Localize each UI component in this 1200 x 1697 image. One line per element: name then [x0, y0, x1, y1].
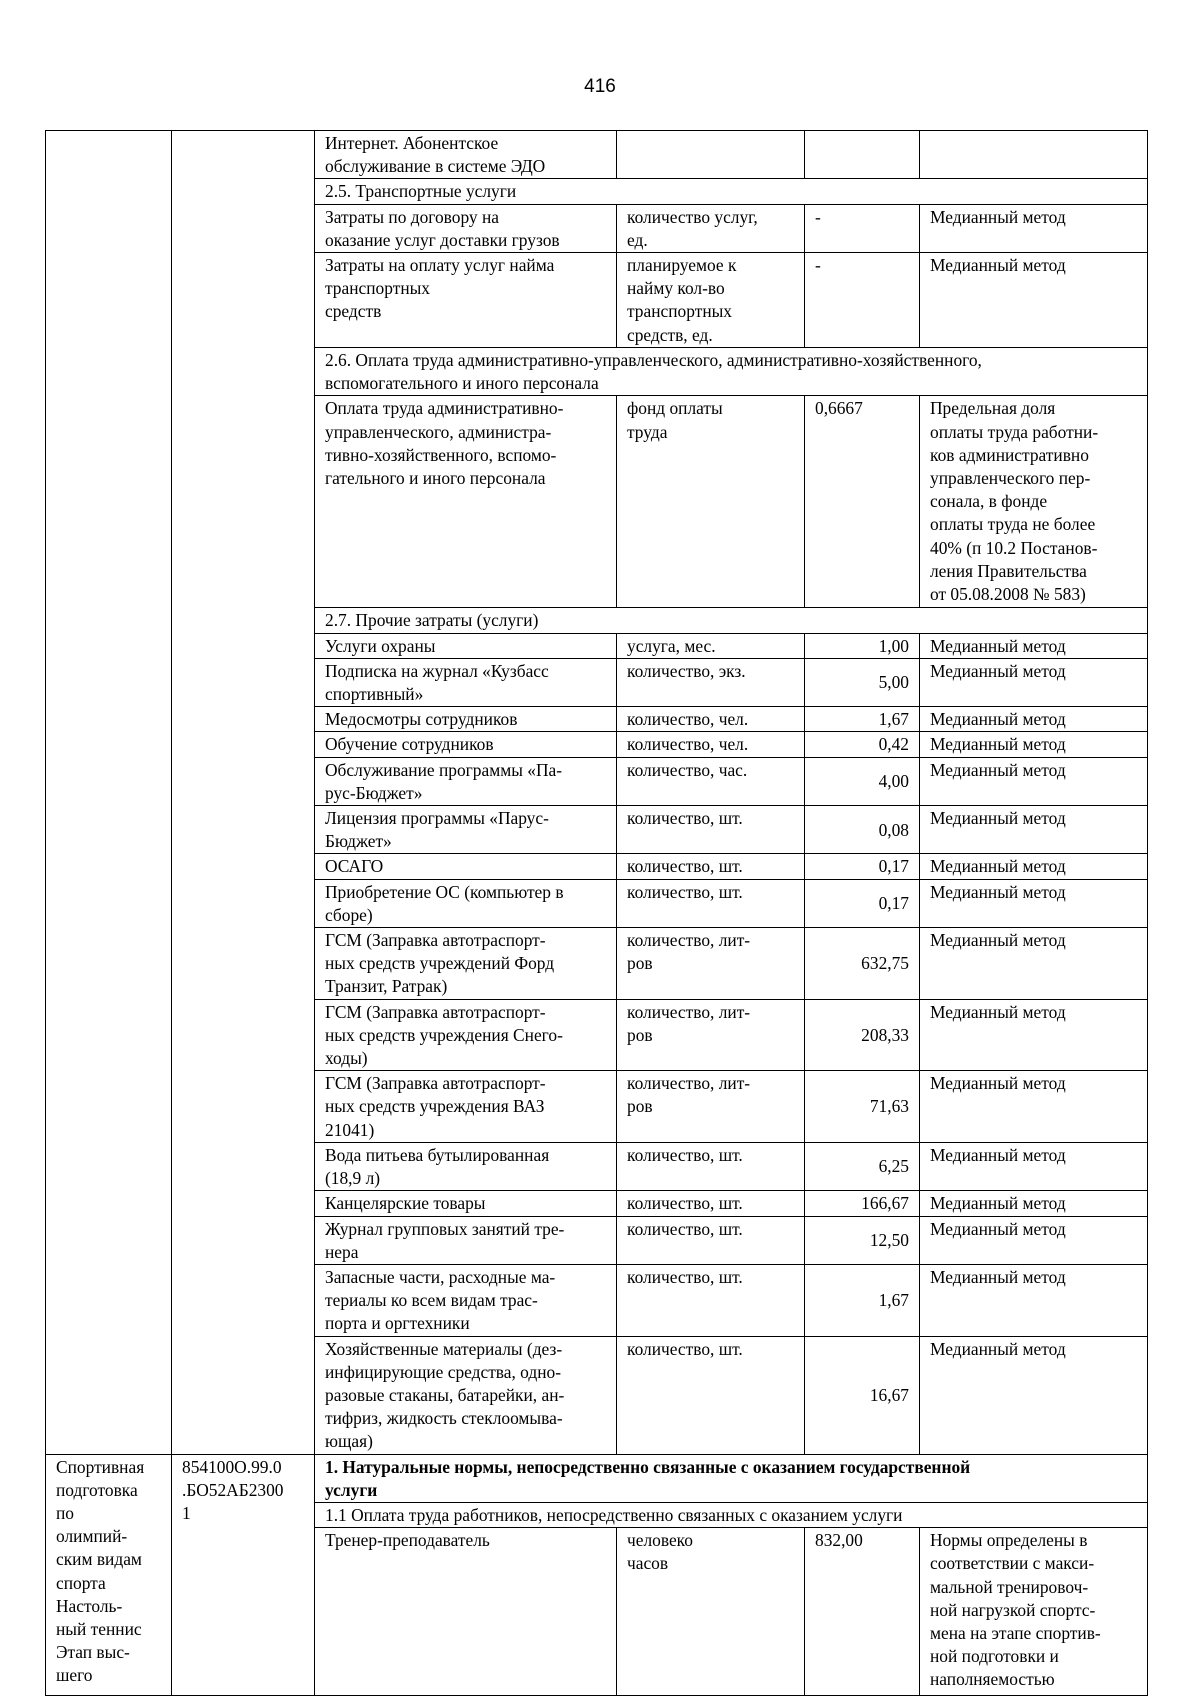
norm-value: 632,75	[805, 928, 920, 1000]
unit-cell: услуга, мес.	[617, 633, 805, 658]
cost-item-name: Подписка на журнал «Кузбасс спортивный»	[315, 658, 617, 706]
norm-value: 0,42	[805, 732, 920, 757]
norm-value: 5,00	[805, 658, 920, 706]
unit-cell: количество услуг, ед.	[617, 204, 805, 252]
norm-value: 0,17	[805, 854, 920, 879]
service-code-cell	[172, 131, 315, 1455]
cost-item-name: ГСМ (Заправка автотраспорт- ных средств учреждений Форд Транзит, Ратрак)	[315, 928, 617, 1000]
norm-value: 71,63	[805, 1071, 920, 1143]
unit-cell: человеко часов	[617, 1528, 805, 1696]
method-cell: Медианный метод	[920, 928, 1148, 1000]
norm-value: 1,00	[805, 633, 920, 658]
cost-item-name: Затраты по договору на оказание услуг доставки грузов	[315, 204, 617, 252]
section-heading: 2.6. Оплата труда административно-управленческого, административно-хозяйственного, вспомогательного и иного персонала	[315, 348, 1148, 396]
unit-cell: количество, чел.	[617, 707, 805, 732]
cost-item-name: ГСМ (Заправка автотраспорт- ных средств учреждения ВАЗ 21041)	[315, 1071, 617, 1143]
section-heading: 1.1 Оплата труда работников, непосредственно связанных с оказанием услуги	[315, 1502, 1148, 1527]
method-cell: Медианный метод	[920, 1191, 1148, 1216]
method-cell: Медианный метод	[920, 1142, 1148, 1190]
norm-value: 1,67	[805, 1264, 920, 1336]
method-cell: Медианный метод	[920, 806, 1148, 854]
method-cell: Медианный метод	[920, 757, 1148, 805]
cost-item-name: Интернет. Абонентское обслуживание в системе ЭДО	[315, 131, 617, 179]
method-cell: Медианный метод	[920, 999, 1148, 1071]
unit-cell: количество, шт.	[617, 1142, 805, 1190]
unit-cell: количество, шт.	[617, 806, 805, 854]
unit-cell: фонд оплаты труда	[617, 396, 805, 608]
section-heading: 2.5. Транспортные услуги	[315, 179, 1148, 204]
method-cell: Медианный метод	[920, 1071, 1148, 1143]
unit-cell: количество, шт.	[617, 1216, 805, 1264]
norm-value: 16,67	[805, 1336, 920, 1454]
method-cell: Медианный метод	[920, 633, 1148, 658]
method-cell: Предельная доля оплаты труда работни- ков административно управленческого пер- сонала, в фонде оплаты труда не более 40% (п 10.2 Постанов- ления Правительства от 05.08.2008 № 583)	[920, 396, 1148, 608]
method-cell: Нормы определены в соответствии с макси- мальной тренировоч- ной нагрузкой спортс- мена на этапе спортив- ной подготовки и наполняемостью	[920, 1528, 1148, 1696]
norms-table	[45, 130, 1148, 1696]
cost-item-name: ОСАГО	[315, 854, 617, 879]
unit-cell	[617, 131, 805, 179]
cost-item-name: Тренер-преподаватель	[315, 1528, 617, 1696]
cost-item-name: Медосмотры сотрудников	[315, 707, 617, 732]
method-cell: Медианный метод	[920, 1264, 1148, 1336]
unit-cell: количество, шт.	[617, 1336, 805, 1454]
unit-cell: количество, шт.	[617, 1264, 805, 1336]
method-cell: Медианный метод	[920, 707, 1148, 732]
service-name-cell: Спортивная подготовка по олимпий- ским видам спорта Настоль- ный теннис Этап выс- шего	[46, 1454, 172, 1696]
unit-cell: количество, шт.	[617, 854, 805, 879]
norm-value: 1,67	[805, 707, 920, 732]
cost-item-name: Хозяйственные материалы (дез- инфицирующие средства, одно- разовые стаканы, батарейки, ан- тифриз, жидкость стеклоомыва- ющая)	[315, 1336, 617, 1454]
norm-value: 4,00	[805, 757, 920, 805]
norm-value: 208,33	[805, 999, 920, 1071]
cost-item-name: Канцелярские товары	[315, 1191, 617, 1216]
cost-item-name: ГСМ (Заправка автотраспорт- ных средств учреждения Снего- ходы)	[315, 999, 617, 1071]
cost-item-name: Оплата труда административно- управленческого, администра- тивно-хозяйственного, вспомо- гательного и иного персонала	[315, 396, 617, 608]
cost-item-name: Вода питьева бутылированная (18,9 л)	[315, 1142, 617, 1190]
unit-cell: количество, шт.	[617, 879, 805, 927]
norm-value: 6,25	[805, 1142, 920, 1190]
section-row	[46, 1454, 1148, 1502]
unit-cell: количество, час.	[617, 757, 805, 805]
method-cell: Медианный метод	[920, 1336, 1148, 1454]
norm-value: 0,17	[805, 879, 920, 927]
norms-table-body	[46, 131, 1148, 1696]
unit-cell: планируемое к найму кол-во транспортных средств, ед.	[617, 253, 805, 348]
method-cell: Медианный метод	[920, 253, 1148, 348]
norm-value: 832,00	[805, 1528, 920, 1696]
section-heading: 2.7. Прочие затраты (услуги)	[315, 608, 1148, 633]
unit-cell: количество, экз.	[617, 658, 805, 706]
cost-item-name: Приобретение ОС (компьютер в сборе)	[315, 879, 617, 927]
cost-item-name: Запасные части, расходные ма- териалы ко всем видам трас- порта и оргтехники	[315, 1264, 617, 1336]
method-cell: Медианный метод	[920, 1216, 1148, 1264]
norm-value	[805, 131, 920, 179]
unit-cell: количество, шт.	[617, 1191, 805, 1216]
cost-item-name: Лицензия программы «Парус- Бюджет»	[315, 806, 617, 854]
unit-cell: количество, лит- ров	[617, 1071, 805, 1143]
service-code-cell: 854100О.99.0 .БО52АБ2300 1	[172, 1454, 315, 1696]
method-cell: Медианный метод	[920, 854, 1148, 879]
unit-cell: количество, лит- ров	[617, 999, 805, 1071]
norm-value: 0,6667	[805, 396, 920, 608]
cost-item-name: Услуги охраны	[315, 633, 617, 658]
section-heading: 1. Натуральные нормы, непосредственно связанные с оказанием государственной услуги	[315, 1454, 1148, 1502]
cost-item-name: Обслуживание программы «Па- рус-Бюджет»	[315, 757, 617, 805]
norm-value: 0,08	[805, 806, 920, 854]
norm-value: 166,67	[805, 1191, 920, 1216]
norm-value: -	[805, 253, 920, 348]
method-cell	[920, 131, 1148, 179]
cost-item-name: Затраты на оплату услуг найма транспортных средств	[315, 253, 617, 348]
cost-item-name: Журнал групповых занятий тре- нера	[315, 1216, 617, 1264]
page-number: 416	[584, 76, 616, 97]
service-name-cell	[46, 131, 172, 1455]
norm-value: 12,50	[805, 1216, 920, 1264]
cost-item-name: Обучение сотрудников	[315, 732, 617, 757]
norm-value: -	[805, 204, 920, 252]
method-cell: Медианный метод	[920, 879, 1148, 927]
table-row	[46, 131, 1148, 179]
unit-cell: количество, чел.	[617, 732, 805, 757]
unit-cell: количество, лит- ров	[617, 928, 805, 1000]
method-cell: Медианный метод	[920, 658, 1148, 706]
method-cell: Медианный метод	[920, 204, 1148, 252]
method-cell: Медианный метод	[920, 732, 1148, 757]
